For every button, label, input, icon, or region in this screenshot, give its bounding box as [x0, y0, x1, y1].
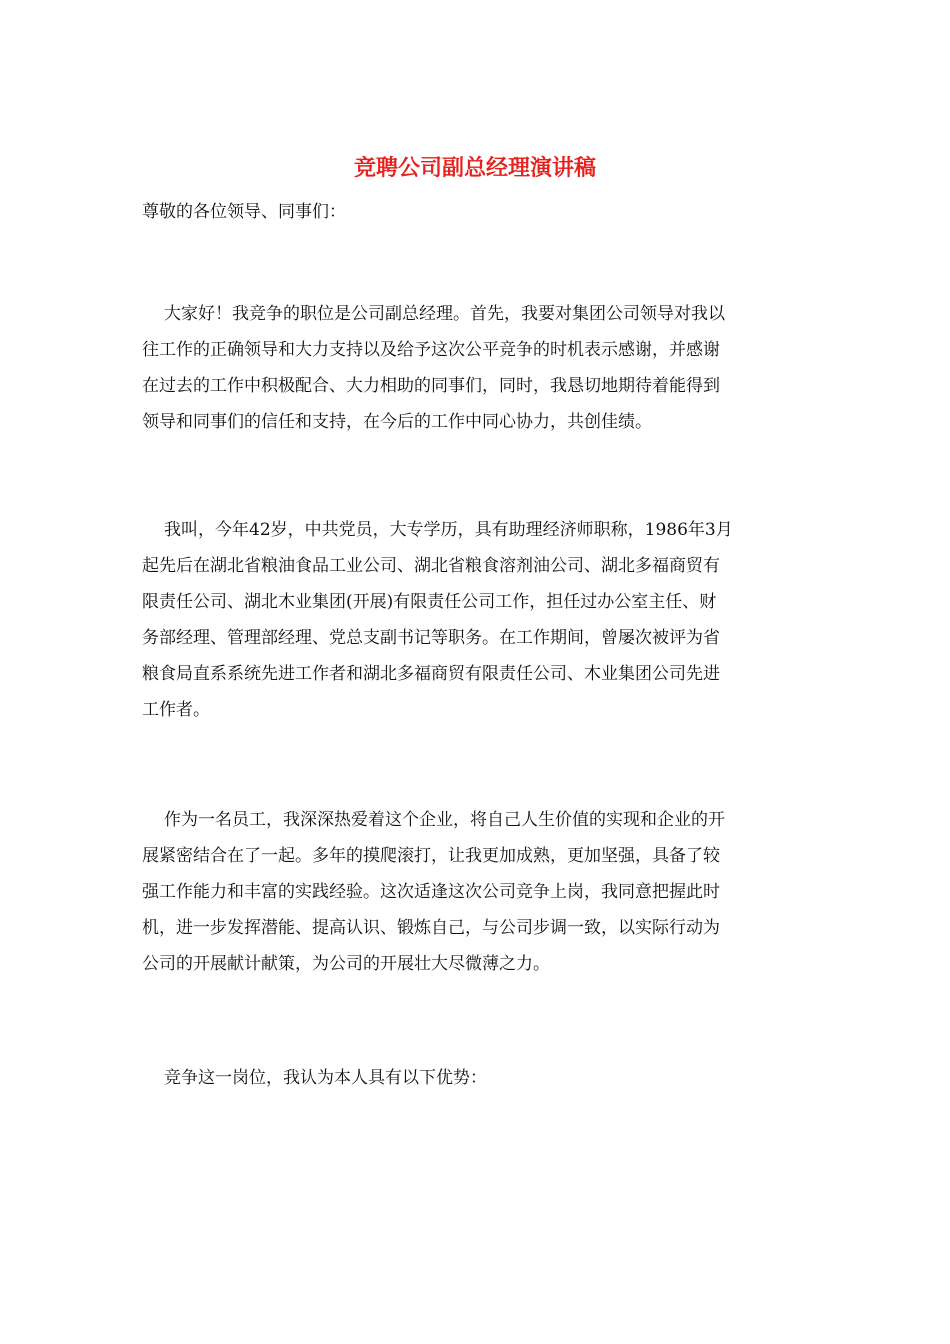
- paragraph-line: 务部经理、管理部经理、党总支副书记等职务。在工作期间，曾屡次被评为省: [142, 628, 720, 648]
- paragraph-line: 限责任公司、湖北木业集团(开展)有限责任公司工作，担任过办公室主任、财: [142, 592, 717, 612]
- paragraph-line: 领导和同事们的信任和支持，在今后的工作中同心协力，共创佳绩。: [142, 412, 652, 432]
- paragraph-line: 作为一名员工，我深深热爱着这个企业，将自己人生价值的实现和企业的开: [164, 810, 725, 830]
- paragraph-greeting: [142, 296, 810, 440]
- paragraph-line: 竞争这一岗位，我认为本人具有以下优势：: [164, 1068, 487, 1088]
- paragraph-line: 粮食局直系系统先进工作者和湖北多福商贸有限责任公司、木业集团公司先进: [142, 664, 720, 684]
- paragraph-line: 展紧密结合在了一起。多年的摸爬滚打，让我更加成熟，更加坚强，具备了较: [142, 846, 720, 866]
- paragraph-line: 往工作的正确领导和大力支持以及给予这次公平竞争的时机表示感谢，并感谢: [142, 340, 720, 360]
- paragraph-line: 大家好！我竞争的职位是公司副总经理。首先，我要对集团公司领导对我以: [164, 304, 725, 324]
- paragraph-line: 起先后在湖北省粮油食品工业公司、湖北省粮食溶剂油公司、湖北多福商贸有: [142, 556, 720, 576]
- paragraph-line: 在过去的工作中积极配合、大力相助的同事们，同时，我恳切地期待着能得到: [142, 376, 720, 396]
- salutation: 尊敬的各位领导、同事们：: [142, 202, 346, 222]
- paragraph-line: 公司的开展献计献策，为公司的开展壮大尽微薄之力。: [142, 954, 550, 974]
- paragraph-commitment: [142, 802, 810, 982]
- paragraph-background: [142, 512, 810, 728]
- paragraph-line: 我叫，今年42岁，中共党员，大专学历，具有助理经济师职称，1986年3月: [164, 520, 733, 540]
- paragraph-advantages-intro: [142, 1060, 810, 1096]
- paragraph-line: 工作者。: [142, 700, 210, 720]
- document-title: 竞聘公司副总经理演讲稿: [353, 155, 596, 181]
- paragraph-line: 机，进一步发挥潜能、提高认识、锻炼自己，与公司步调一致，以实际行动为: [142, 918, 720, 938]
- paragraph-line: 强工作能力和丰富的实践经验。这次适逢这次公司竞争上岗，我同意把握此时: [142, 882, 720, 902]
